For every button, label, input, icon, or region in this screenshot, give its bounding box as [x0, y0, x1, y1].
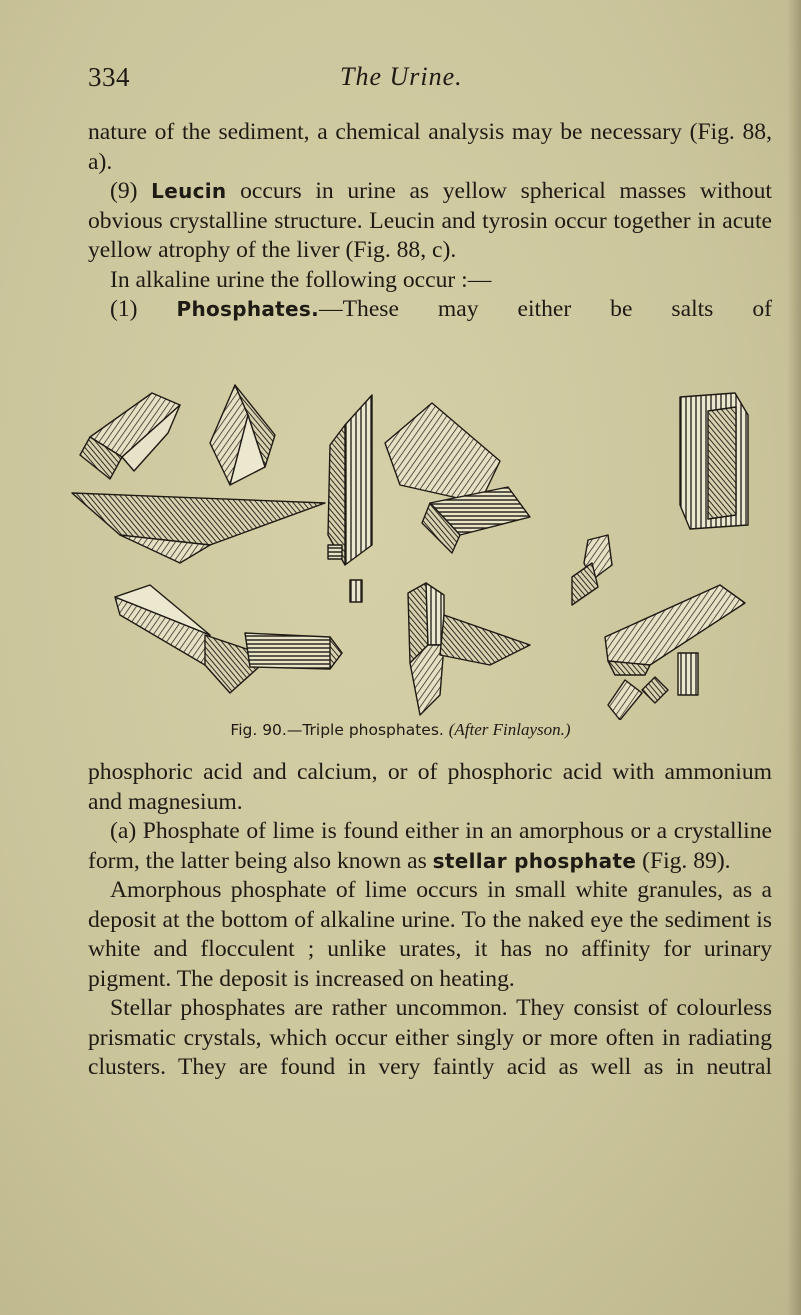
- page-edge-shadow: [787, 0, 801, 1315]
- paragraph-continuation: nature of the sediment, a chemical analysis may be necessary (Fig. 88, a).: [88, 119, 772, 175]
- paragraph-phosphate-lime: (a) Phosphate of lime is found either in an amorphous or a crystalline form, the latter being also known as stellar phosphate (Fig. 89).: [88, 818, 772, 874]
- paragraph-stellar: Stellar phosphates are rather uncommon. They consist of colourless prismatic crystals, which occur either singly or more often in radiating clusters. They are found in very faintly acid as well as in neutral: [88, 995, 772, 1080]
- page-header: [88, 62, 768, 102]
- running-title: The Urine.: [340, 62, 463, 91]
- paragraph-leucin: (9) Leucin occurs in urine as yellow spherical masses without obvious crystalline structure. Leucin and tyrosin occur together in acute yellow atrophy of the liver (Fig. 88, c).: [88, 178, 772, 263]
- text-block-bottom: [88, 758, 772, 1083]
- term-stellar-phosphate: stellar phosphate: [432, 848, 637, 873]
- paragraph-amorphous: Amorphous phosphate of lime occurs in small white granules, as a deposit at the bottom of alkaline urine. To the naked eye the sediment is white and flocculent ; unlike urates, it has no affinity for urinary pigment. The deposit is increased on heating.: [88, 877, 772, 992]
- paragraph-alkaline: In alkaline urine the following occur :—: [110, 266, 492, 293]
- caption-text: Fig. 90.—Triple phosphates.: [230, 721, 444, 739]
- term-leucin: Leucin: [151, 179, 227, 203]
- term-phosphates: Phosphates.: [176, 297, 320, 321]
- triple-phosphate-crystals-illustration: [60, 375, 760, 720]
- paragraph-continuation-2: phosphoric acid and calcium, or of phosphoric acid with ammonium and magnesium.: [88, 759, 772, 815]
- figure-caption: [0, 720, 801, 740]
- text-block-top: [88, 118, 772, 325]
- page-number: 334: [88, 62, 130, 92]
- caption-source: (After Finlayson.): [448, 720, 571, 739]
- paragraph-phosphates: (1) Phosphates.—These may either be salts of: [110, 296, 772, 322]
